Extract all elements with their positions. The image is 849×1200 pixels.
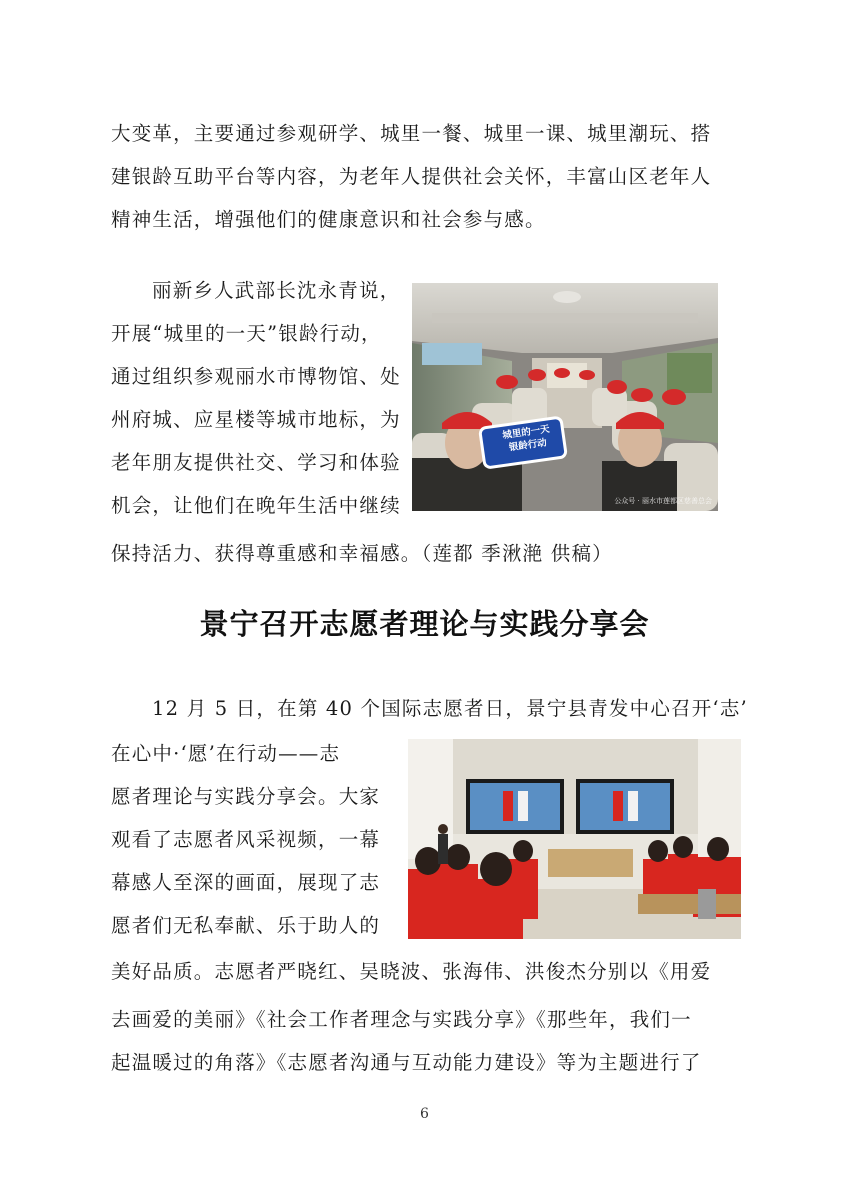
body-line: 愿者理论与实践分享会。大家 bbox=[111, 785, 381, 808]
body-line: 丽新乡人武部长沈永青说， bbox=[152, 279, 401, 302]
section-title: 景宁召开志愿者理论与实践分享会 bbox=[199, 607, 650, 641]
page-number: 6 bbox=[420, 1106, 429, 1122]
body-line: 保持活力、获得尊重感和幸福感。（莲都 季湫滟 供稿） bbox=[111, 542, 613, 565]
body-line: 12 月 5 日，在第 40 个国际志愿者日，景宁县青发中心召开‘志’ bbox=[152, 697, 748, 720]
body-line: 通过组织参观丽水市博物馆、处 bbox=[111, 365, 401, 388]
sign-line: 城里的一天 bbox=[501, 423, 551, 442]
sign-line: 银龄行动 bbox=[508, 437, 548, 454]
meeting-photo bbox=[408, 739, 741, 939]
bus-photo bbox=[412, 283, 718, 511]
body-line: 老年朋友提供社交、学习和体验 bbox=[111, 451, 401, 474]
body-line: 幕感人至深的画面，展现了志 bbox=[111, 871, 381, 894]
body-line: 建银龄互助平台等内容，为老年人提供社会关怀，丰富山区老年人 bbox=[111, 165, 712, 188]
body-line: 大变革，主要通过参观研学、城里一餐、城里一课、城里潮玩、搭 bbox=[111, 122, 712, 145]
body-line: 去画爱的美丽》《社会工作者理念与实践分享》《那些年，我们一 bbox=[111, 1008, 692, 1031]
body-line: 在心中·‘愿’在行动——志 bbox=[111, 742, 341, 765]
body-line: 愿者们无私奉献、乐于助人的 bbox=[111, 914, 381, 937]
body-line: 观看了志愿者风采视频，一幕 bbox=[111, 828, 381, 851]
body-line: 精神生活，增强他们的健康意识和社会参与感。 bbox=[111, 208, 546, 231]
watermark: 公众号 · 丽水市莲都区慈善总会 bbox=[614, 497, 712, 505]
body-line: 开展“城里的一天”银龄行动， bbox=[111, 322, 382, 345]
body-line: 州府城、应星楼等城市地标，为 bbox=[111, 408, 401, 431]
body-line: 起温暖过的角落》《志愿者沟通与互动能力建设》等为主题进行了 bbox=[111, 1051, 702, 1074]
body-line: 美好品质。志愿者严晓红、吴晓波、张海伟、洪俊杰分别以《用爱 bbox=[111, 960, 712, 983]
body-line: 机会，让他们在晚年生活中继续 bbox=[111, 494, 401, 517]
